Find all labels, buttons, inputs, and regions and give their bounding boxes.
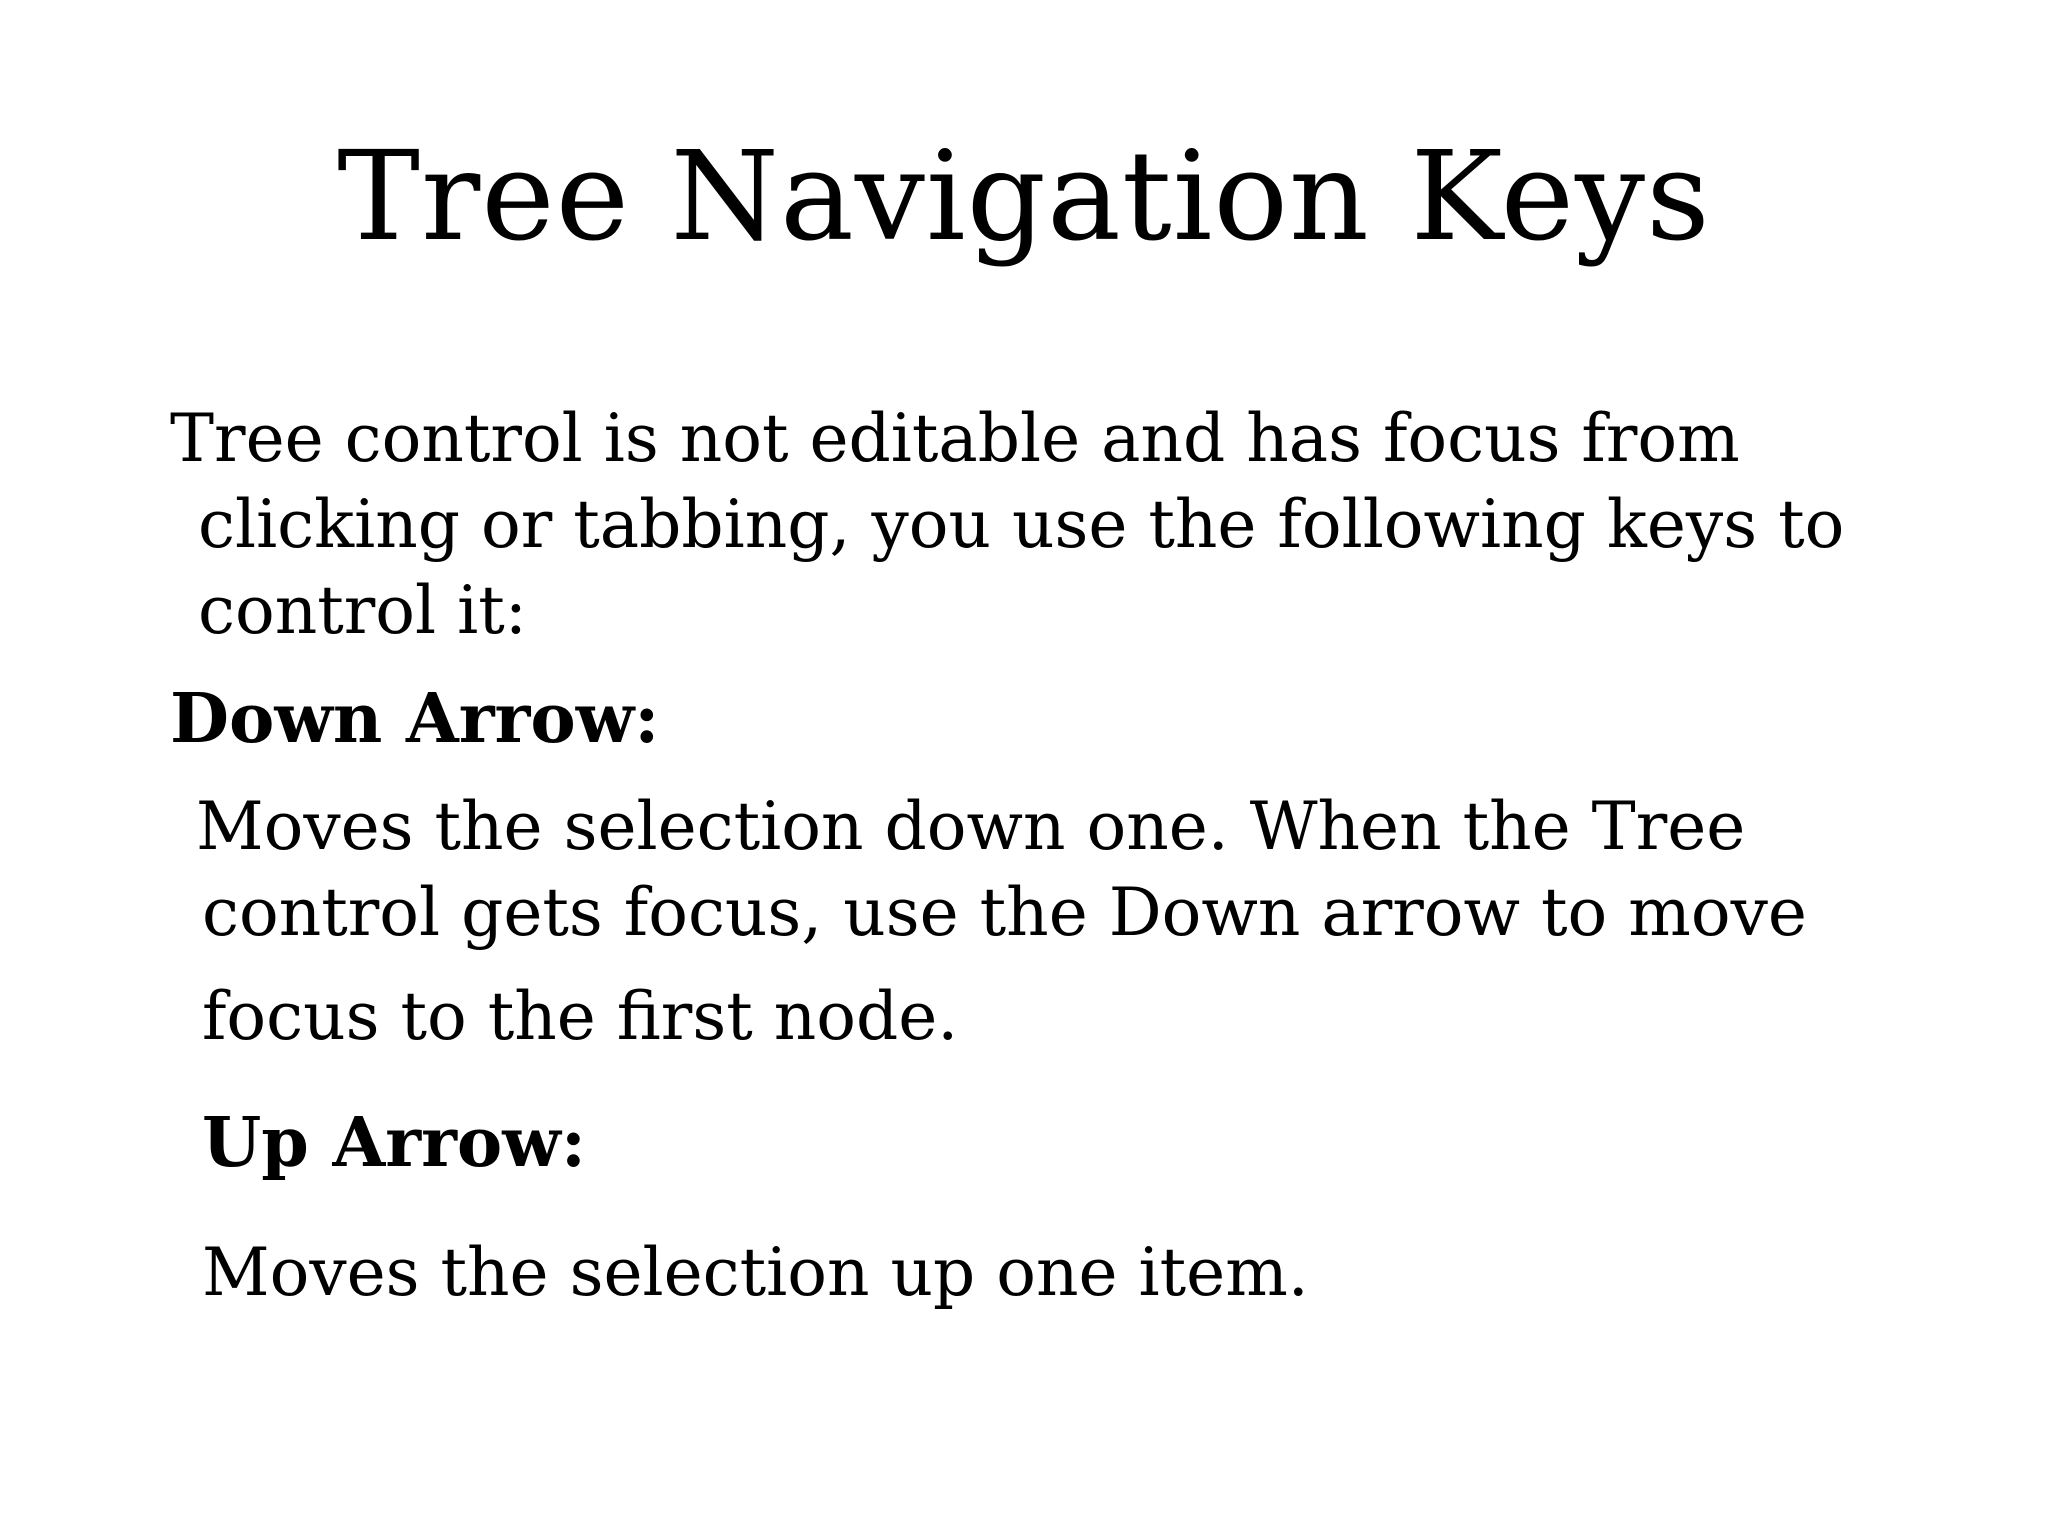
down-arrow-description xyxy=(196,784,1807,1060)
description-line: focus to the first node. xyxy=(202,978,959,1055)
intro-paragraph xyxy=(170,396,1844,654)
description-line: Moves the selection down one. When the Tree xyxy=(196,788,1746,865)
slide-title: Tree Navigation Keys xyxy=(337,125,1711,269)
down-arrow-heading: Down Arrow: xyxy=(170,679,660,759)
intro-line: control it: xyxy=(198,572,527,649)
intro-line: Tree control is not editable and has focus from xyxy=(170,400,1740,477)
intro-line: clicking or tabbing, you use the following keys to xyxy=(198,486,1845,563)
description-line: Moves the selection up one item. xyxy=(202,1234,1309,1311)
up-arrow-heading: Up Arrow: xyxy=(202,1103,586,1183)
description-line: control gets focus, use the Down arrow to move xyxy=(202,874,1807,951)
up-arrow-description xyxy=(202,1230,1309,1316)
